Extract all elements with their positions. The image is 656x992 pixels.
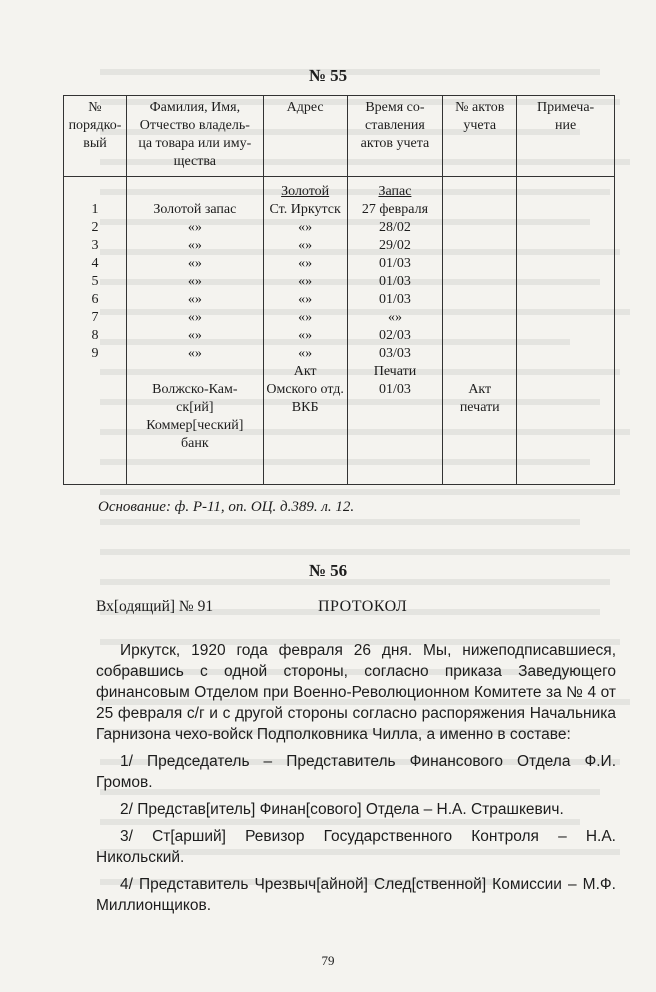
- table-cell-line: [519, 381, 612, 399]
- paragraph-intro: Иркутск, 1920 года февраля 26 дня. Мы, нижеподписавшиеся, собравшись с одной стороны, согласно приказа Заведующего финансовым Отделом при Военно-Революционном Комитете за № 4 от 25 февраля с/г и с другой стороны согласно распоряжения Начальника Гарнизона чехо-войск Подполковника Чилла, а именно в составе:: [96, 642, 616, 743]
- table-cell-line: «»: [187, 274, 202, 289]
- table-cell-line: «»: [298, 238, 313, 253]
- table-cell-line: [519, 309, 612, 327]
- paragraph-member-2: 2/ Представ[итель] Финан[сового] Отдела – Н.А. Страшкевич.: [120, 801, 564, 818]
- table-header-row: [64, 96, 615, 177]
- column-owner-name: [126, 177, 263, 485]
- table-cell-line: [445, 273, 514, 291]
- table-cell-line: [519, 327, 612, 345]
- table-cell-line: [445, 417, 514, 435]
- column-address: [263, 177, 347, 485]
- table-cell-line: [445, 237, 514, 255]
- table-cell-line: [519, 201, 612, 219]
- table-cell-line: Золотой запас: [153, 202, 237, 217]
- table-cell-line: 9: [91, 346, 99, 361]
- table-cell-line: 29/02: [379, 238, 411, 253]
- table-cell-line: [445, 327, 514, 345]
- table-cell-line: [445, 435, 514, 453]
- table-cell-line: [66, 183, 124, 201]
- document-number-55: № 55: [308, 66, 348, 85]
- table-cell-line: [445, 255, 514, 273]
- table-cell-line: Волжско-Кам-: [152, 382, 238, 397]
- table-cell-line: [66, 381, 124, 399]
- table-cell-line: 7: [91, 310, 99, 325]
- table-cell-line: [266, 435, 345, 453]
- table-cell-line: «»: [298, 310, 313, 325]
- table-cell-line: 5: [91, 274, 99, 289]
- table-cell-line: Ст. Иркутск: [269, 202, 341, 217]
- table-cell-line: 01/03: [379, 256, 411, 271]
- table-cell-line: [445, 345, 514, 363]
- protocol-title: ПРОТОКОЛ: [318, 598, 408, 615]
- table-cell-line: «»: [298, 346, 313, 361]
- table-cell-line: Печати: [373, 364, 417, 379]
- protocol-body: [96, 640, 616, 922]
- table-cell-line: ВКБ: [291, 400, 319, 415]
- table-cell-line: [445, 201, 514, 219]
- document-number-56: № 56: [308, 561, 348, 580]
- table-cell-line: банк: [181, 436, 209, 451]
- table-cell-line: 01/03: [379, 382, 411, 397]
- table-cell-line: [519, 291, 612, 309]
- column-time: [347, 177, 443, 485]
- table-cell-line: «»: [187, 220, 202, 235]
- table-cell-line: 6: [91, 292, 99, 307]
- table-cell-line: 28/02: [379, 220, 411, 235]
- table-cell-line: печати: [459, 400, 500, 415]
- table-cell-line: 01/03: [379, 292, 411, 307]
- table-cell-line: [519, 363, 612, 381]
- table-cell-line: [519, 219, 612, 237]
- table-cell-line: Акт: [293, 364, 317, 379]
- table-cell-line: [445, 183, 514, 201]
- table-cell-line: [519, 273, 612, 291]
- table-cell-line: [519, 183, 612, 201]
- table-cell-line: [350, 435, 441, 453]
- incoming-number: Вх[одящий] № 91: [96, 598, 214, 615]
- table-cell-line: Коммер[ческий]: [146, 418, 244, 433]
- table-cell-line: [519, 255, 612, 273]
- table-cell-line: «»: [187, 256, 202, 271]
- table-cell-line: [445, 291, 514, 309]
- table-cell-line: «»: [298, 256, 313, 271]
- table-cell-line: 4: [91, 256, 99, 271]
- table-cell-line: «»: [187, 328, 202, 343]
- table-cell-line: [519, 417, 612, 435]
- table-cell-line: 8: [91, 328, 99, 343]
- header-acts: № актов учета: [443, 96, 517, 177]
- table-cell-line: 3: [91, 238, 99, 253]
- table-cell-line: 2: [91, 220, 99, 235]
- table-cell-line: [519, 399, 612, 417]
- table-cell-line: [129, 183, 261, 201]
- table-cell-line: [350, 417, 441, 435]
- table-cell-line: «»: [298, 292, 313, 307]
- table-cell-line: 01/03: [379, 274, 411, 289]
- table-cell-line: «»: [298, 220, 313, 235]
- table-cell-line: [445, 363, 514, 381]
- header-owner-name: Фамилия, Имя, Отчество владель- ца товара или иму- щества: [126, 96, 263, 177]
- column-acts: [443, 177, 517, 485]
- table-cell-line: 1: [91, 202, 99, 217]
- table-cell-line: [129, 363, 261, 381]
- table-cell-line: 03/03: [379, 346, 411, 361]
- table-cell-line: Акт: [468, 382, 492, 397]
- table-cell-line: [66, 417, 124, 435]
- table-cell-line: 27 февраля: [361, 202, 429, 217]
- paragraph-member-1: 1/ Председатель – Представитель Финансового Отдела Ф.И. Громов.: [96, 753, 616, 791]
- table-body-row: [64, 177, 615, 485]
- table-cell-line: «»: [298, 274, 313, 289]
- table-cell-line: [266, 417, 345, 435]
- table-cell-line: [445, 219, 514, 237]
- column-notes: [517, 177, 615, 485]
- table-cell-line: [66, 363, 124, 381]
- table-cell-line: 02/03: [379, 328, 411, 343]
- table-cell-line: [66, 399, 124, 417]
- table-cell-line: «»: [298, 328, 313, 343]
- header-number: № порядко- вый: [64, 96, 127, 177]
- header-notes: Примеча- ние: [517, 96, 615, 177]
- source-basis: Основание: ф. Р-11, оп. ОЦ. д.389. л. 12.: [98, 499, 355, 515]
- table-cell-line: [350, 399, 441, 417]
- table-cell-line: [519, 345, 612, 363]
- table-cell-line: Омского отд.: [266, 382, 344, 397]
- table-cell-line: ск[ий]: [176, 400, 214, 415]
- table-cell-line: «»: [187, 238, 202, 253]
- page-number: 79: [321, 953, 335, 968]
- table-cell-line: Запас: [378, 184, 412, 199]
- table-cell-line: [519, 435, 612, 453]
- header-time: Время со- ставления актов учета: [347, 96, 443, 177]
- header-address: Адрес: [263, 96, 347, 177]
- table-cell-line: [66, 435, 124, 453]
- column-number: [64, 177, 127, 485]
- table-cell-line: «»: [187, 292, 202, 307]
- paragraph-member-4: 4/ Представитель Чрезвыч[айной] След[ственной] Комиссии – М.Ф. Миллионщиков.: [96, 876, 616, 914]
- table-cell-line: «»: [187, 346, 202, 361]
- table-cell-line: «»: [187, 310, 202, 325]
- table-cell-line: Золотой: [281, 184, 330, 199]
- table-cell-line: [445, 309, 514, 327]
- table-cell-line: [519, 237, 612, 255]
- paragraph-member-3: 3/ Ст[арший] Ревизор Государственного Контроля – Н.А. Никольский.: [96, 828, 616, 866]
- table-cell-line: «»: [387, 310, 402, 325]
- registry-table: [63, 95, 615, 485]
